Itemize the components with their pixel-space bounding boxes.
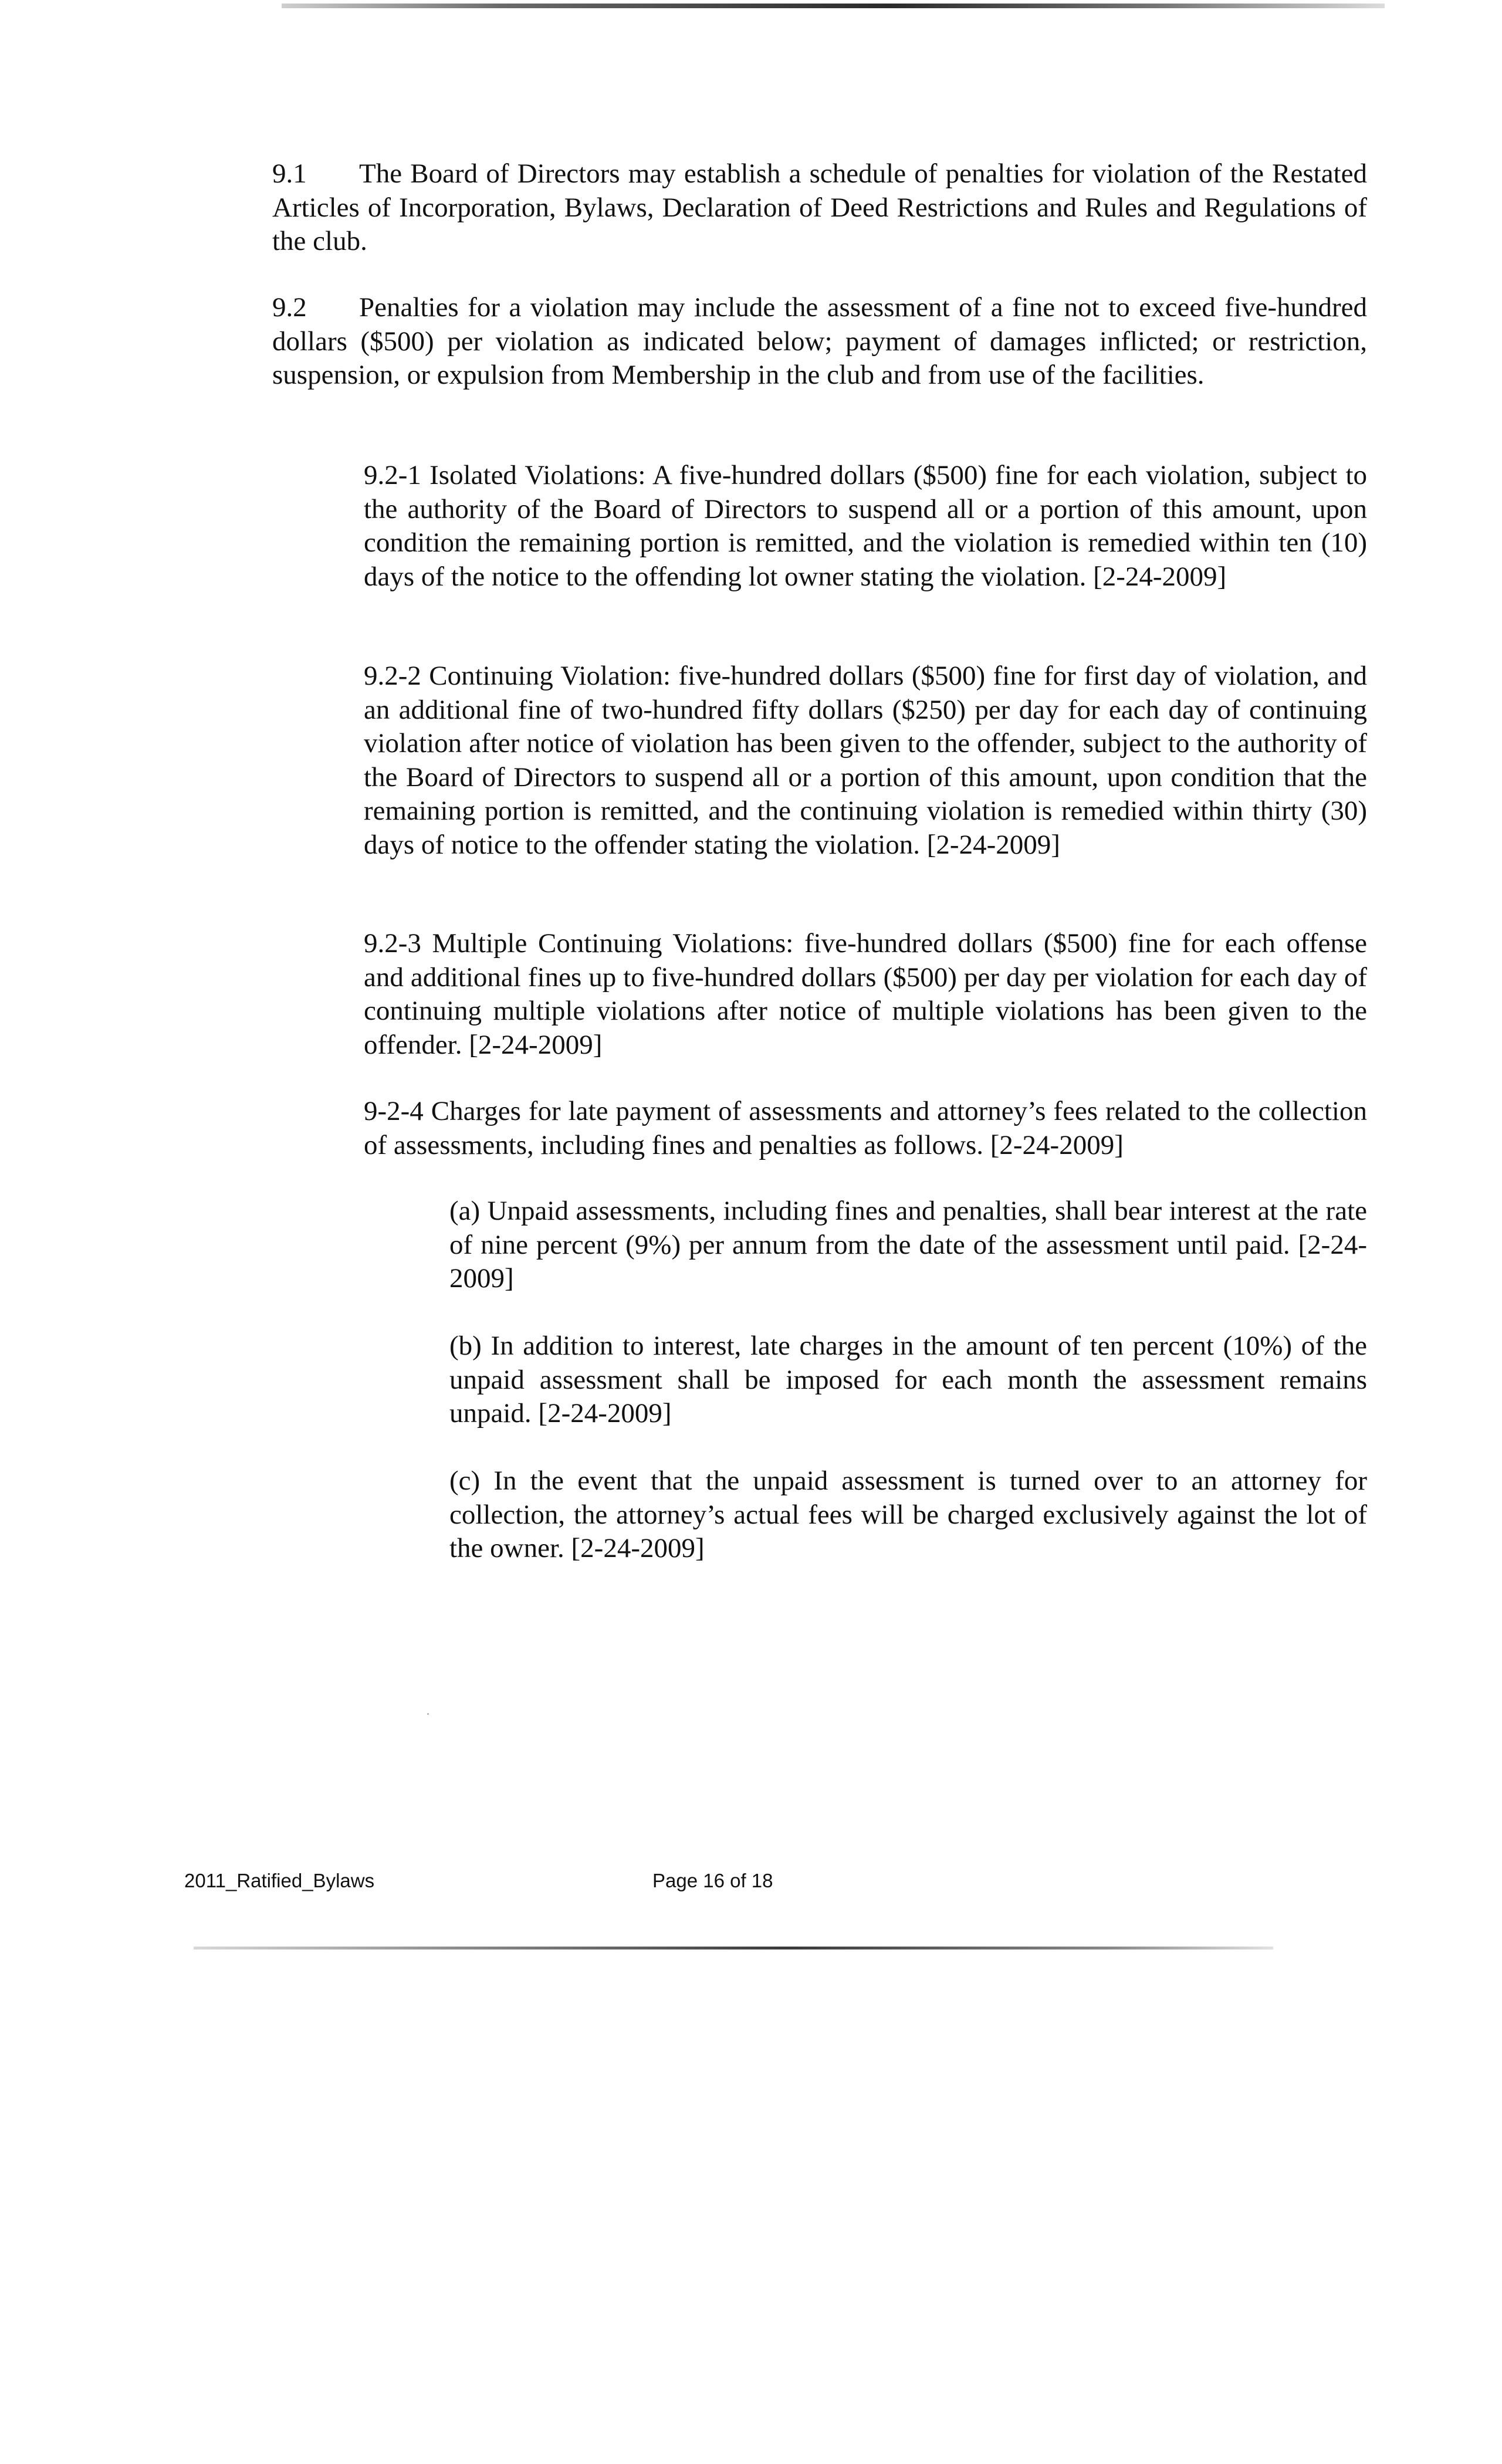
footer-filename: 2011_Ratified_Bylaws <box>184 1870 375 1891</box>
subsection-c-attorney-fees: (c) In the event that the unpaid assessment is turned over to an attorney for collection, the attorney’s actual fees will be charged exclusively against the lot of the owner. [2-24-2009] <box>449 1465 1367 1563</box>
section-number: 9.2 <box>272 292 307 323</box>
footer-page-number: Page 16 of 18 <box>652 1870 773 1891</box>
section-9-2-3-multiple-continuing-violations: 9.2-3 Multiple Continuing Violations: five-hundred dollars ($500) fine for each offense and additional fines up to five-hundred dollars ($500) per day per violation for each day of continuing multiple violations after notice of multiple violations has been given to the offender. [2-24-2009] <box>364 928 1367 1060</box>
scan-artifact-bottom-line <box>194 1947 1273 1949</box>
section-9-2-2-continuing-violation: 9.2-2 Continuing Violation: five-hundred dollars ($500) fine for first day of violation, and an additional fine of two-hundred fifty dollars ($250) per day for each day of continuing violation after notice of violation has been given to the offender, subject to the authority of the Board of Directors to suspend all or a portion of this amount, upon condition that the remaining portion is remitted, and the continuing violation is remedied within thirty (30) days of notice to the offender stating the violation. [2-24-2009] <box>364 661 1367 860</box>
section-9-2-1-isolated-violations: 9.2-1 Isolated Violations: A five-hundred dollars ($500) fine for each violation, subject to the authority of the Board of Directors to suspend all or a portion of this amount, upon condition the remaining portion is remitted, and the violation is remedied within ten (10) days of the notice to the offending lot owner stating the violation. [2-24-2009] <box>364 460 1367 592</box>
scan-artifact-top-line <box>282 4 1385 8</box>
section-text: Penalties for a violation may include the assessment of a fine not to exceed five-hundred dollars ($500) per violation as indicated below; payment of damages inflicted; or restriction, suspension, or expulsion from Membership in the club and from use of the facilities. <box>272 292 1367 390</box>
section-9-2-4-late-payment-charges: 9-2-4 Charges for late payment of assessments and attorney’s fees related to the collection of assessments, including fines and penalties as follows. [2-24-2009] <box>364 1096 1367 1160</box>
section-number: 9.1 <box>272 158 307 189</box>
section-9-1 <box>272 157 1367 259</box>
subsection-a-interest: (a) Unpaid assessments, including fines and penalties, shall bear interest at the rate of nine percent (9%) per annum from the date of the assessment until paid. [2-24-2009] <box>449 1196 1367 1294</box>
section-9-2 <box>272 291 1367 392</box>
subsection-b-late-charges: (b) In addition to interest, late charges in the amount of ten percent (10%) of the unpaid assessment shall be imposed for each month the assessment remains unpaid. [2-24-2009] <box>449 1331 1367 1429</box>
section-text: The Board of Directors may establish a schedule of penalties for violation of the Restated Articles of Incorporation, Bylaws, Declaration of Deed Restrictions and Rules and Regulations of the club. <box>272 158 1367 256</box>
scan-artifact-dot <box>427 1713 429 1715</box>
